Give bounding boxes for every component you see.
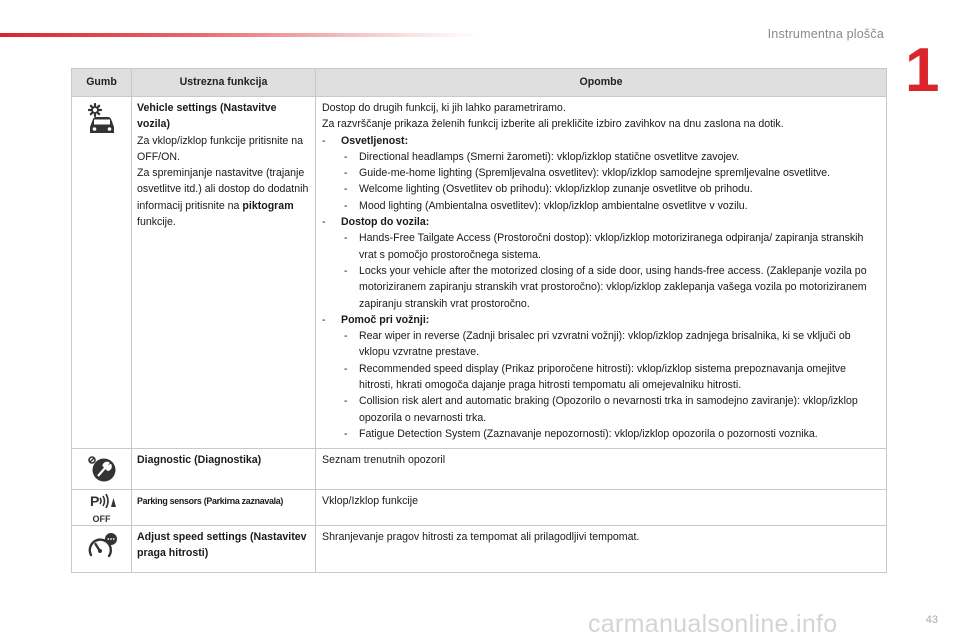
function-bold: piktogram [242, 199, 294, 212]
icon-cell [72, 525, 132, 572]
function-title: Vehicle settings (Nastavitve vozila) [137, 102, 277, 131]
notes-cell [316, 525, 887, 572]
function-cell [132, 489, 316, 525]
section-title: Instrumentna plošča [767, 27, 884, 41]
function-cell [132, 449, 316, 489]
function-text: Za vklop/izklop funkcije pritisnite na OFF/ON. [137, 134, 304, 163]
notes-intro: Dostop do drugih funkcij, ki jih lahko parametriramo. [322, 102, 566, 114]
watermark: carmanualsonline.info [588, 610, 838, 638]
notes-section: - Pomoč pri vožnji: [322, 313, 430, 326]
icon-cell [72, 449, 132, 489]
table-row [72, 97, 887, 449]
table-row [72, 489, 887, 525]
function-cell [132, 97, 316, 449]
parking-sensors-icon [86, 493, 118, 509]
function-title: Diagnostic (Diagnostika) [137, 454, 262, 467]
notes-intro: Za razvrščanje prikaza želenih funkcij izberite ali prekličite izbiro zavihkov na dnu zaslona na dotik. [322, 118, 784, 131]
vehicle-settings-icon [85, 103, 119, 135]
list-item: - Rear wiper in reverse (Zadnji brisalec pri vzvratni vožnji): vklop/izklop zadnjega brisalnika, ki se vključi ob vklopu vzvratne prestave. [344, 330, 851, 359]
list-item: - Fatigue Detection System (Zaznavanje nepozornosti): vklop/izklop opozorila o pozornosti voznika. [344, 427, 818, 440]
icon-cell [72, 489, 132, 525]
notes-text: Vklop/Izklop funkcije [322, 494, 418, 507]
notes-text: Shranjevanje pragov hitrosti za tempomat ali prilagodljivi tempomat. [322, 530, 640, 543]
function-cell [132, 525, 316, 572]
page-number: 43 [925, 614, 938, 626]
chapter-number: 1 [905, 36, 940, 105]
function-text: Za spreminjanje nastavitve (trajanje osvetlitve itd.) ali dostop do dodatnih informacij pritisnite na piktogram funkcije. [137, 167, 309, 229]
list-item: - Mood lighting (Ambientalna osvetlitev): vklop/izklop ambientalne osvetlitve v vozilu. [344, 199, 748, 212]
function-title: Adjust speed settings (Nastavitev praga hitrosti) [137, 530, 307, 559]
table-header-row [72, 69, 887, 97]
notes-cell [316, 489, 887, 525]
diagnostic-icon [87, 455, 117, 483]
notes-text: Seznam trenutnih opozoril [322, 454, 446, 467]
list-item: - Guide-me-home lighting (Spremljevalna osvetlitev): vklop/izklop samodejne spremljevalne osvetlitve. [344, 167, 831, 180]
list-item: - Locks your vehicle after the motorized closing of a side door, using hands-free access. (Zaklepanje vozila po motoriziranem zapiranju stranskih vrat prostoročno): vklop/izklop zaklepanja vašega vozila po motoriziranem zapiranju stranskih vrat prostoročno. [344, 264, 867, 310]
column-header-function: Ustrezna funkcija [132, 69, 316, 97]
notes-cell [316, 449, 887, 489]
table-row [72, 525, 887, 572]
off-label: OFF [92, 513, 111, 524]
svg-text:P: P [89, 492, 99, 509]
icon-cell [72, 97, 132, 449]
list-item: - Collision risk alert and automatic braking (Opozorilo o nevarnosti trka in samodejno zaviranje): vklop/izklop opozorila o nevarnosti trka. [344, 395, 858, 424]
function-title: Parking sensors (Parkirna zaznavala) [137, 495, 284, 506]
notes-section: - Osvetljenost: [322, 134, 409, 147]
functions-table [71, 68, 887, 573]
adjust-speed-icon [86, 532, 118, 562]
table-row [72, 449, 887, 489]
notes-cell [316, 97, 887, 449]
list-item: - Welcome lighting (Osvetlitev ob prihodu): vklop/izklop zunanje osvetlitve ob prihodu. [344, 183, 753, 196]
column-header-button: Gumb [72, 69, 132, 97]
list-item: - Hands-Free Tailgate Access (Prostoročni dostop): vklop/izklop motoriziranega odpiranja/ zapiranja stranskih vrat s pomočjo prostoročnega sistema. [344, 232, 864, 261]
list-item: - Directional headlamps (Smerni žarometi): vklop/izklop statične osvetlitve zavojev. [344, 150, 740, 163]
column-header-notes: Opombe [316, 69, 887, 97]
notes-section: - Dostop do vozila: [322, 216, 430, 229]
list-item: - Recommended speed display (Prikaz priporočene hitrosti): vklop/izklop sistema prepoznavanja omejitve hitrosti, hkrati omogoča dajanje praga hitrosti tempomatu ali omejevalniku hitrosti. [344, 362, 846, 392]
header-accent-bar [0, 33, 480, 37]
